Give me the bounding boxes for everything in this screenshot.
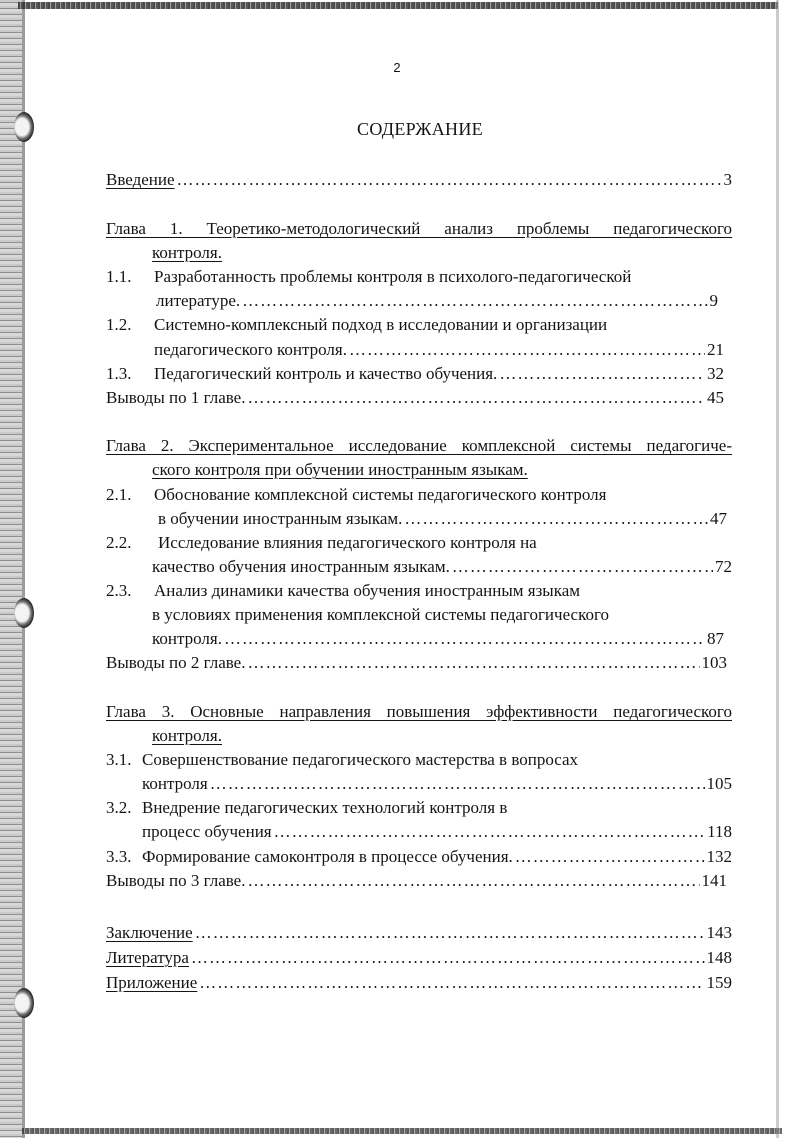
section-2-2-title: Исследование влияния педагогического контроля на [158, 533, 537, 552]
section-number: 3.3. [106, 847, 132, 866]
chapter-1-title: Глава 1. Теоретико-методологический анализ проблемы педагогического [106, 219, 732, 238]
dot-leader [515, 846, 705, 868]
toc-page-number: 118 [707, 822, 732, 841]
toc-entry-conclusion[interactable] [106, 922, 732, 944]
section-2-3-title: Анализ динамики качества обучения иностранным языкам [154, 581, 581, 600]
scan-right-border [776, 0, 779, 1138]
dot-leader [247, 652, 699, 674]
toc-page-number: 32 [707, 364, 724, 383]
dot-leader [177, 169, 722, 191]
toc-entry-label: Приложение [106, 973, 198, 992]
chapter-3-title-cont: контроля. [152, 726, 222, 745]
section-1-1-title: Разработанность проблемы контроля в психолого-педагогической [154, 267, 632, 286]
conclusions-label: Выводы по 3 главе. [106, 871, 246, 890]
section-1-2-title: Системно-комплексный подход в исследовании и организации [154, 315, 608, 334]
section-2-1-title: Обоснование комплексной системы педагогического контроля [154, 485, 607, 504]
toc-page-number: 47 [710, 509, 727, 528]
toc-entry-label: Введение [106, 170, 175, 189]
toc-page-number: 21 [707, 340, 724, 359]
section-3-1-title: Совершенствование педагогического мастерства в вопросах [142, 750, 579, 769]
section-number: 2.2. [106, 533, 132, 552]
dot-leader [210, 773, 705, 795]
dot-leader [242, 290, 707, 312]
toc-page-number: 141 [701, 871, 727, 890]
toc-entry-conclusions-3[interactable] [106, 870, 727, 892]
dot-leader [224, 628, 705, 650]
toc-entry-label: Заключение [106, 923, 193, 942]
toc-entry-conclusions-2[interactable] [106, 652, 727, 674]
toc-entry-2-3[interactable] [152, 628, 724, 650]
toc-entry-literature[interactable] [106, 947, 732, 969]
toc-entry-label: Литература [106, 948, 189, 967]
dot-leader [191, 947, 705, 969]
chapter-1-title-cont: контроля. [152, 243, 222, 262]
chapter-2-title: Глава 2. Экспериментальное исследование комплексной системы педагогиче- [106, 436, 732, 455]
toc-page-number: 3 [723, 170, 732, 189]
toc-page-number: 159 [706, 973, 732, 992]
scan-left-edge [22, 0, 25, 1138]
toc-entry-1-2[interactable] [154, 339, 724, 361]
dot-leader [404, 508, 708, 530]
section-number: 3.2. [106, 798, 132, 817]
toc-entry-1-3[interactable] [154, 363, 724, 385]
dot-leader [499, 363, 705, 385]
toc-page-number: 9 [709, 291, 718, 310]
punch-hole [14, 988, 34, 1018]
section-title-cont: педагогического контроля. [154, 340, 347, 359]
section-title: Педагогический контроль и качество обучения. [154, 364, 498, 383]
conclusions-label: Выводы по 1 главе. [106, 388, 246, 407]
dot-leader [247, 870, 699, 892]
section-number: 2.1. [106, 485, 132, 504]
toc-page-number: 132 [706, 847, 732, 866]
toc-entry-1-1[interactable] [156, 290, 718, 312]
toc-entry-3-2[interactable] [142, 821, 732, 843]
scan-top-border [18, 2, 778, 9]
toc-page-number: 87 [707, 629, 724, 648]
toc-entry-appendix[interactable] [106, 972, 732, 994]
conclusions-label: Выводы по 2 главе. [106, 653, 246, 672]
section-title: Формирование самоконтроля в процессе обучения. [142, 847, 513, 866]
page-number: 2 [393, 60, 401, 75]
toc-entry-2-2[interactable] [152, 556, 732, 578]
dot-leader [349, 339, 705, 361]
toc-entry-3-1[interactable] [142, 773, 732, 795]
dot-leader [274, 821, 706, 843]
section-number: 1.1. [106, 267, 132, 286]
toc-page-number: 143 [706, 923, 732, 942]
scan-bottom-border [22, 1128, 782, 1134]
section-title-cont: процесс обучения [142, 822, 272, 841]
scan-left-border [0, 0, 22, 1138]
section-title-cont: контроля. [152, 629, 222, 648]
section-number: 2.3. [106, 581, 132, 600]
section-title-cont: контроля [142, 774, 208, 793]
toc-page-number: 45 [707, 388, 724, 407]
section-number: 3.1. [106, 750, 132, 769]
toc-entry-intro[interactable] [106, 169, 732, 191]
toc-page-number: 105 [706, 774, 732, 793]
toc-page-number: 103 [701, 653, 727, 672]
toc-entry-2-1[interactable] [158, 508, 727, 530]
chapter-3-title: Глава 3. Основные направления повышения эффективности педагогического [106, 702, 732, 721]
dot-leader [452, 556, 713, 578]
page-title: СОДЕРЖАНИЕ [357, 119, 483, 139]
section-number: 1.2. [106, 315, 132, 334]
toc-page-number: 72 [715, 557, 732, 576]
section-title-cont: в обучении иностранным языкам. [158, 509, 403, 528]
dot-leader [195, 922, 705, 944]
toc-page-number: 148 [706, 948, 732, 967]
toc-entry-conclusions-1[interactable] [106, 387, 724, 409]
punch-hole [14, 598, 34, 628]
section-2-3-title-cont: в условиях применения комплексной системы педагогического [152, 605, 610, 624]
chapter-2-title-cont: ского контроля при обучении иностранным языкам. [152, 460, 528, 479]
section-3-2-title: Внедрение педагогических технологий контроля в [142, 798, 508, 817]
toc-entry-3-3[interactable] [142, 846, 732, 868]
section-number: 1.3. [106, 364, 132, 383]
section-title-cont: литературе. [156, 291, 241, 310]
section-title-cont: качество обучения иностранным языкам. [152, 557, 450, 576]
dot-leader [199, 972, 704, 994]
dot-leader [247, 387, 705, 409]
